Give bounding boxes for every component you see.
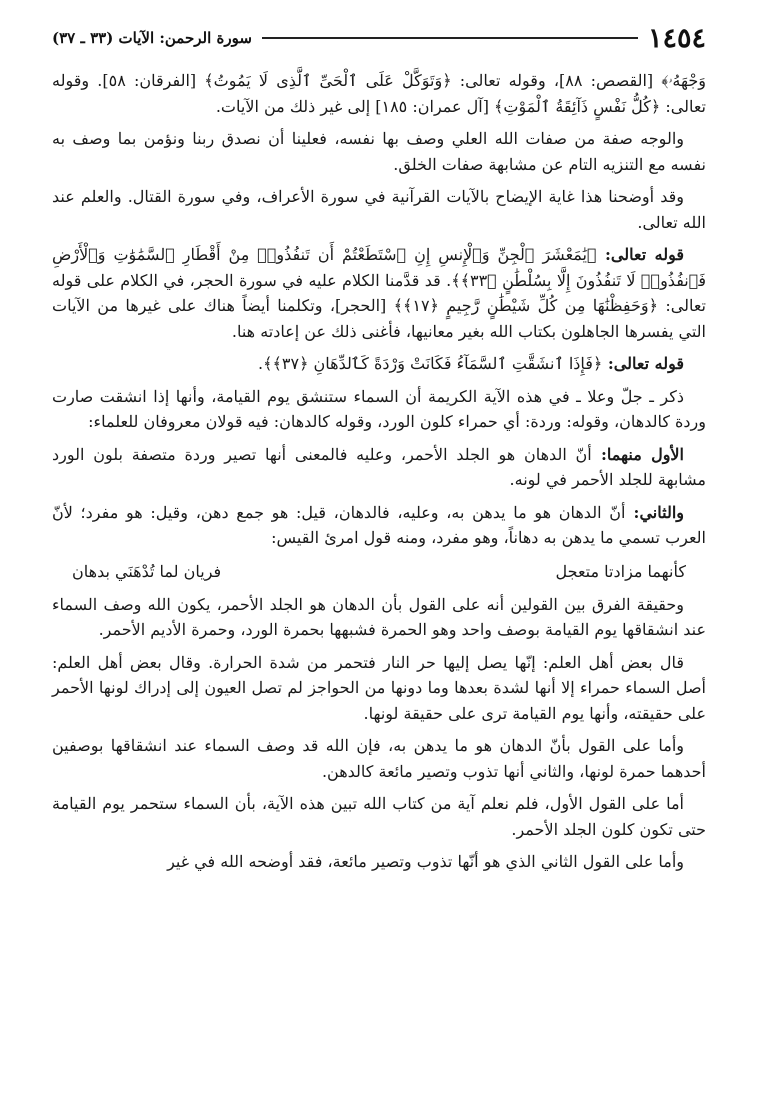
paragraph-text: أنّ الدهان هو الجلد الأحمر، وعليه فالمعنى أنها تصير وردة متصفة بلون الورد مشابهة للجلد الأحمر في لونه. [52,444,706,489]
paragraph [52,849,706,875]
body-text-after-poem [52,592,706,875]
paragraph-text: والوجه صفة من صفات الله العلي وصف بها نفسه، فعلينا أن نصدق ربنا ونؤمن بما وصف به نفسه مع التنزيه التام عن مشابهة صفات الخلق. [52,129,706,174]
paragraph [52,384,706,435]
page-number: ١٤٥٤ [647,22,706,54]
body-text-before-poem [52,68,706,551]
paragraph-lead: الأول منهما: [591,444,684,464]
paragraph [52,733,706,784]
page-header [52,18,706,58]
paragraph-text: قال بعض أهل العلم: إنّها يصل إليها حر النار فتحمر من شدة الحرارة. وقال بعض أهل العلم: أصل السماء حمراء إلا أنها لشدة بعدها وما دونها من الحواجز لم تصل العيون إلى إدراك لونها الأحمر على حقيقته، وأنها يوم القيامة ترى على حقيقة لونها. [52,652,706,723]
paragraph-text: وأما على القول بأنّ الدهان هو ما يدهن به، فإن الله قد وصف السماء عند انشقاقها بوصفين أحدهما حمرة لونها، والثاني أنها تذوب وتصير مائعة كالدهن. [52,736,706,781]
paragraph-text: أما على القول الأول، فلم نعلم آية من كتاب الله تبين هذه الآية، بأن السماء ستحمر يوم القيامة حتى تكون كلون الجلد الأحمر. [52,794,706,839]
paragraph-text: ﴿فَإِذَا ٱنشَقَّتِ ٱلسَّمَآءُ فَكَانَتْ وَرْدَةً كَٱلدِّهَانِ ﴿٣٧﴾﴾. [258,354,603,373]
paragraph-lead: قوله تعالى: [596,245,684,264]
paragraph [52,126,706,177]
paragraph-text: ذكر ـ جلّ وعلا ـ في هذه الآية الكريمة أن السماء ستنشق يوم القيامة، وأنها إذا انشقت صارت وردة كالدهان، وقوله: وردة: أي حمراء كلون الورد، وقوله كالدهان: فيه قولان معروفان للعلماء: [52,386,706,431]
paragraph-text: وقد أوضحنا هذا غاية الإيضاح بالآيات القرآنية في سورة الأعراف، وفي سورة القتال. والعلم عند الله تعالى. [52,187,706,232]
paragraph [52,442,706,493]
poem-second-hemistich: فريان لما تُدْهَنَي بدهان [72,561,222,581]
paragraph [52,650,706,727]
poem-verse [72,558,686,586]
poem-first-hemistich: كأنهما مزادتا متعجل [555,561,686,581]
paragraph [52,68,706,119]
paragraph [52,184,706,235]
paragraph-text: وحقيقة الفرق بين القولين أنه على القول بأن الدهان هو الجلد الأحمر، يكون الله وصف السماء عند انشقاقها يوم القيامة بوصف واحد وهو الحمرة فشبهها بحمرة الورد، وحمرة الأديم الأحمر. [52,594,706,639]
paragraph-text: ﴿يَٰمَعْشَرَ ٱلْجِنِّ وَٱلْإِنسِ إِنِ ٱسْتَطَعْتُمْ أَن تَنفُذُوا۟ مِنْ أَقْطَارِ ٱلسَّمَٰوَٰتِ وَٱلْأَرْضِ فَٱنفُذُوا۟ لَا تَنفُذُونَ إِلَّا بِسُلْطَٰنٍ ﴿٣٣﴾﴾. قد قدَّمنا الكلام عليه في سورة الحجر، في الكلام على قوله تعالى: ﴿وَحَفِظْنَٰهَا مِن كُلِّ شَيْطَٰنٍ رَّجِيمٍ ﴿١٧﴾﴾ [الحجر]، وتكلمنا أيضاً هناك على غيرها من الآيات التي يفسرها الجاهلون بكتاب الله بغير معانيها، فأغنى ذلك عن إعادته هنا. [52,245,706,341]
paragraph-text: أنّ الدهان هو ما يدهن به، وعليه، فالدهان، قيل: هو جمع دهن، وقيل: هو مفرد؛ لأنّ العرب تسمي ما يدهن به دهاناً، وهو مفرد، ومنه قول امرئ القيس: [52,502,706,547]
running-head: سورة الرحمن: الآيات (٣٣ ـ ٣٧) [52,29,252,47]
paragraph [52,242,706,344]
paragraph [52,791,706,842]
paragraph-text: وَجْهَهُۥ﴾ [القصص: ٨٨]، وقوله تعالى: ﴿وَتَوَكَّلْ عَلَى ٱلْحَىِّ ٱلَّذِى لَا يَمُوتُ﴾ [الفرقان: ٥٨]. وقوله تعالى: ﴿كُلُّ نَفْسٍ ذَآئِقَةُ ٱلْمَوْتِ﴾ [آل عمران: ١٨٥] إلى غير ذلك من الآيات. [52,71,706,116]
paragraph-lead: والثاني: [625,502,684,522]
paragraph [52,592,706,643]
book-page [52,18,706,882]
paragraph-text: وأما على القول الثاني الذي هو أنّها تذوب وتصير مائعة، فقد أوضحه الله في غير [167,852,684,871]
header-rule [262,37,638,39]
paragraph [52,500,706,551]
paragraph [52,351,706,377]
paragraph-lead: قوله تعالى: [602,354,684,373]
